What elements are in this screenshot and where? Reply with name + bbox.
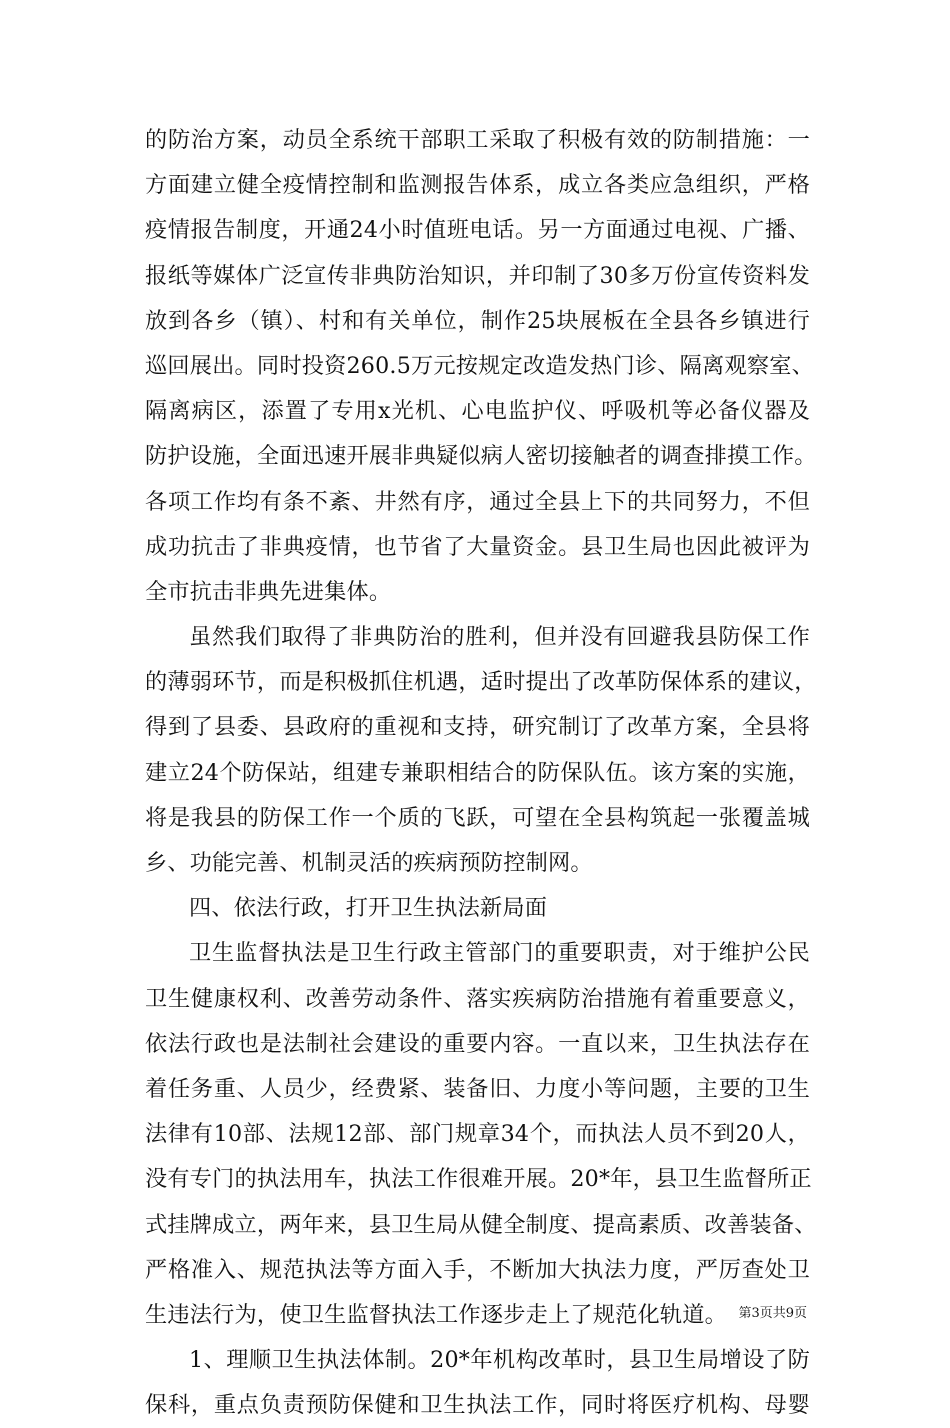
document-body (145, 118, 817, 1428)
text-line: 卫生监督执法是卫生行政主管部门的重要职责，对于维护公民 (189, 940, 810, 967)
text-line: 虽然我们取得了非典防治的胜利，但并没有回避我县防保工作 (189, 624, 810, 651)
text-line: 报纸等媒体广泛宣传非典防治知识，并印制了30多万份宣传资料发 (145, 262, 810, 289)
text-line: 着任务重、人员少，经费紧、装备旧、力度小等问题，主要的卫生 (145, 1075, 810, 1102)
text-line: 成功抗击了非典疫情，也节省了大量资金。县卫生局也因此被评为 (145, 533, 810, 560)
text-line: 生违法行为，使卫生监督执法工作逐步走上了规范化轨道。 (145, 1301, 728, 1328)
text-line: 得到了县委、县政府的重视和支持，研究制订了改革方案，全县将 (145, 714, 810, 741)
text-line: 隔离病区，添置了专用x光机、心电监护仪、呼吸机等必备仪器及 (145, 398, 810, 425)
text-line: 1、理顺卫生执法体制。20*年机构改革时，县卫生局增设了防 (189, 1347, 810, 1374)
text-line: 将是我县的防保工作一个质的飞跃，可望在全县构筑起一张覆盖城 (145, 804, 810, 831)
text-line: 乡、功能完善、机制灵活的疾病预防控制网。 (145, 850, 593, 876)
text-line: 式挂牌成立，两年来，县卫生局从健全制度、提高素质、改善装备、 (145, 1211, 817, 1238)
text-line: 法律有10部、法规12部、部门规章34个，而执法人员不到20人， (145, 1121, 810, 1148)
page-number: 第3页共9页 (738, 1306, 807, 1321)
text-line: 的薄弱环节，而是积极抓住机遇，适时提出了改革防保体系的建议， (145, 669, 817, 696)
text-line: 全市抗击非典先进集体。 (145, 578, 392, 605)
text-line: 防护设施，全面迅速开展非典疑似病人密切接触者的调查排摸工作。 (145, 443, 817, 470)
text-line: 依法行政也是法制社会建设的重要内容。一直以来，卫生执法存在 (145, 1030, 810, 1057)
text-line: 的防治方案，动员全系统干部职工采取了积极有效的防制措施：一 (145, 127, 810, 153)
text-line: 四、依法行政，打开卫生执法新局面 (189, 895, 548, 922)
text-line: 疫情报告制度，开通24小时值班电话。另一方面通过电视、广播、 (145, 217, 810, 244)
text-line: 各项工作均有条不紊、井然有序，通过全县上下的共同努力，不但 (145, 488, 810, 515)
text-line: 放到各乡（镇）、村和有关单位，制作25块展板在全县各乡镇进行 (145, 307, 810, 334)
text-line: 严格准入、规范执法等方面入手，不断加大执法力度，严厉查处卫 (145, 1256, 810, 1283)
text-line: 方面建立健全疫情控制和监测报告体系，成立各类应急组织，严格 (145, 172, 810, 199)
text-line: 卫生健康权利、改善劳动条件、落实疾病防治措施有着重要意义， (145, 985, 810, 1012)
text-line: 保科，重点负责预防保健和卫生执法工作，同时将医疗机构、母婴 (145, 1392, 810, 1419)
text-line: 巡回展出。同时投资260.5万元按规定改造发热门诊、隔离观察室、 (145, 352, 814, 379)
text-line: 建立24个防保站，组建专兼职相结合的防保队伍。该方案的实施， (145, 759, 810, 786)
text-line: 没有专门的执法用车，执法工作很难开展。20*年，县卫生监督所正 (145, 1166, 812, 1193)
